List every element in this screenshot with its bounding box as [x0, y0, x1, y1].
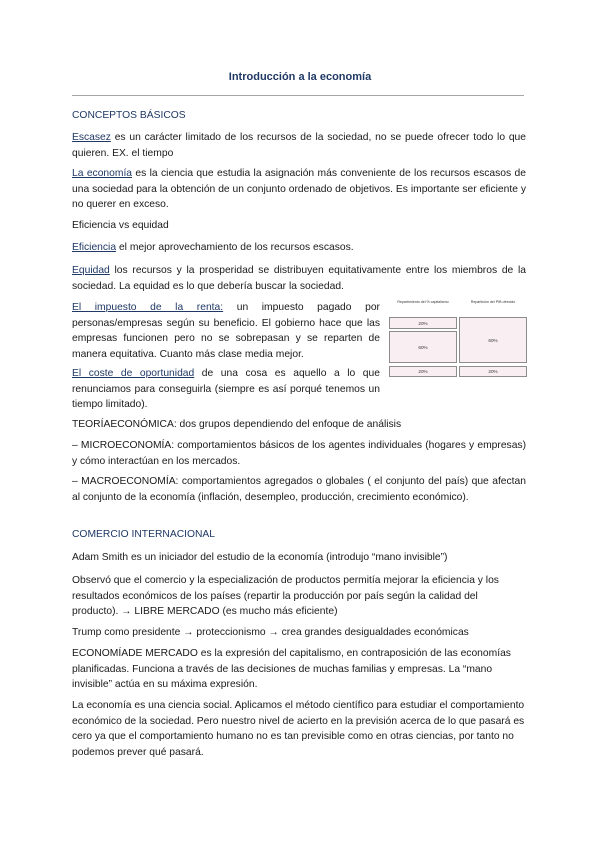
term-equidad: Equidad	[72, 265, 110, 276]
paragraph-eficiencia	[72, 240, 526, 256]
paragraph-libre-mercado: Observó que el comercio y la especialización de productos permitía mejorar la eficiencia y los resultados económicos de los países (repartir la producción por país según la calidad del producto). → LIBRE MERCADO (es mucho más eficiente)	[72, 575, 499, 618]
term-impuesto: El impuesto de la renta:	[72, 302, 224, 313]
paragraph-macroeconomia: – MACROECONOMÍA: comportamientos agregados o globales ( el conjunto del país) que afectan al conjunto de la economía (inflación, desempleo, producción, crecimiento económico).	[72, 476, 526, 503]
term-coste-oportunidad: El coste de oportunidad	[72, 368, 195, 379]
diagram-right-mid-cell: 60%	[459, 317, 527, 363]
diagram-right-bottom-cell: 20%	[459, 366, 527, 377]
paragraph-trump: Trump como presidente → proteccionismo → crea grandes desigualdades económicas	[72, 627, 469, 638]
paragraph-coste-oportunidad	[72, 366, 380, 413]
section-heading-conceptos: CONCEPTOS BÁSICOS	[72, 110, 186, 121]
paragraph-escasez	[72, 130, 526, 161]
diagram-left-top-cell: 20%	[389, 317, 457, 329]
paragraph-adam-smith: Adam Smith es un iniciador del estudio de la economía (introdujo “mano invisible”)	[72, 552, 448, 563]
text-escasez: es un carácter limitado de los recursos de la sociedad, no se puede ofrecer todo lo que quieren. EX. el tiempo	[72, 132, 526, 159]
term-eficiencia: Eficiencia	[72, 242, 117, 253]
text-eficiencia: el mejor aprovechamiento de los recursos escasos.	[116, 242, 354, 253]
page-title: Introducción a la economía	[228, 71, 372, 83]
text-coste-oportunidad: de una cosa es aquello a lo que renunciamos para conseguirla (siempre es así porqué tenemos un tiempo limitado).	[72, 368, 380, 411]
paragraph-economia	[72, 166, 526, 213]
paragraph-microeconomia: – MICROECONOMÍA: comportamientos básicos de los agentes individuales (hogares y empresas) y cómo interactúan en los mercados.	[72, 440, 526, 467]
income-distribution-diagram	[389, 300, 527, 380]
paragraph-ciencia-social: La economía es una ciencia social. Aplicamos el método científico para estudiar el comportamiento económico de la sociedad. Pero nuestro nivel de acierto en la previsión acerca de lo que pasará es cero ya que el comportamiento humano no es tan previsible como en otras ciencias, por tanto no podemos prever qué pasará.	[72, 700, 525, 758]
paragraph-teoria-economica: TEORÍAECONÓMICA: dos grupos dependiendo del enfoque de análisis	[72, 419, 402, 430]
term-escasez: Escasez	[72, 132, 111, 143]
diagram-left-label: Repartimiento del % capitalismo	[397, 300, 449, 304]
title-divider	[72, 95, 524, 96]
paragraph-economia-de-mercado: ECONOMÍADE MERCADO es la expresión del capitalismo, en contraposición de las economías planificadas. Funciona a través de las decisiones de muchas familias y empresas. La “mano invisible” actúa en su máxima expresión.	[72, 648, 511, 691]
text-equidad: los recursos y la prosperidad se distribuyen equitativamente entre los miembros de la sociedad. La equidad es lo que debería buscar la sociedad.	[72, 265, 526, 292]
text-economia: es la ciencia que estudia la asignación más conveniente de los recursos escasos de una sociedad para la obtención de un conjunto ordenado de objetivos. Es importante ser eficiente y no querer en exceso.	[72, 168, 526, 211]
diagram-left-bottom-cell: 20%	[389, 366, 457, 377]
paragraph-eficiencia-vs-equidad: Eficiencia vs equidad	[72, 220, 169, 231]
diagram-left-mid-cell: 60%	[389, 331, 457, 363]
diagram-right-label: Repartición del PIB ofrecido	[470, 300, 516, 304]
term-economia: La economía	[72, 168, 133, 179]
paragraph-impuesto	[72, 300, 380, 362]
section-heading-comercio: COMERCIO INTERNACIONAL	[72, 529, 216, 540]
paragraph-equidad	[72, 263, 526, 294]
text-impuesto: un impuesto pagado por personas/empresas según su beneficio. El gobierno hace que las empresas funcionen pero no se sobrepasan y se reparten de manera equitativa. Cuanto más clase media mejor.	[72, 302, 380, 360]
